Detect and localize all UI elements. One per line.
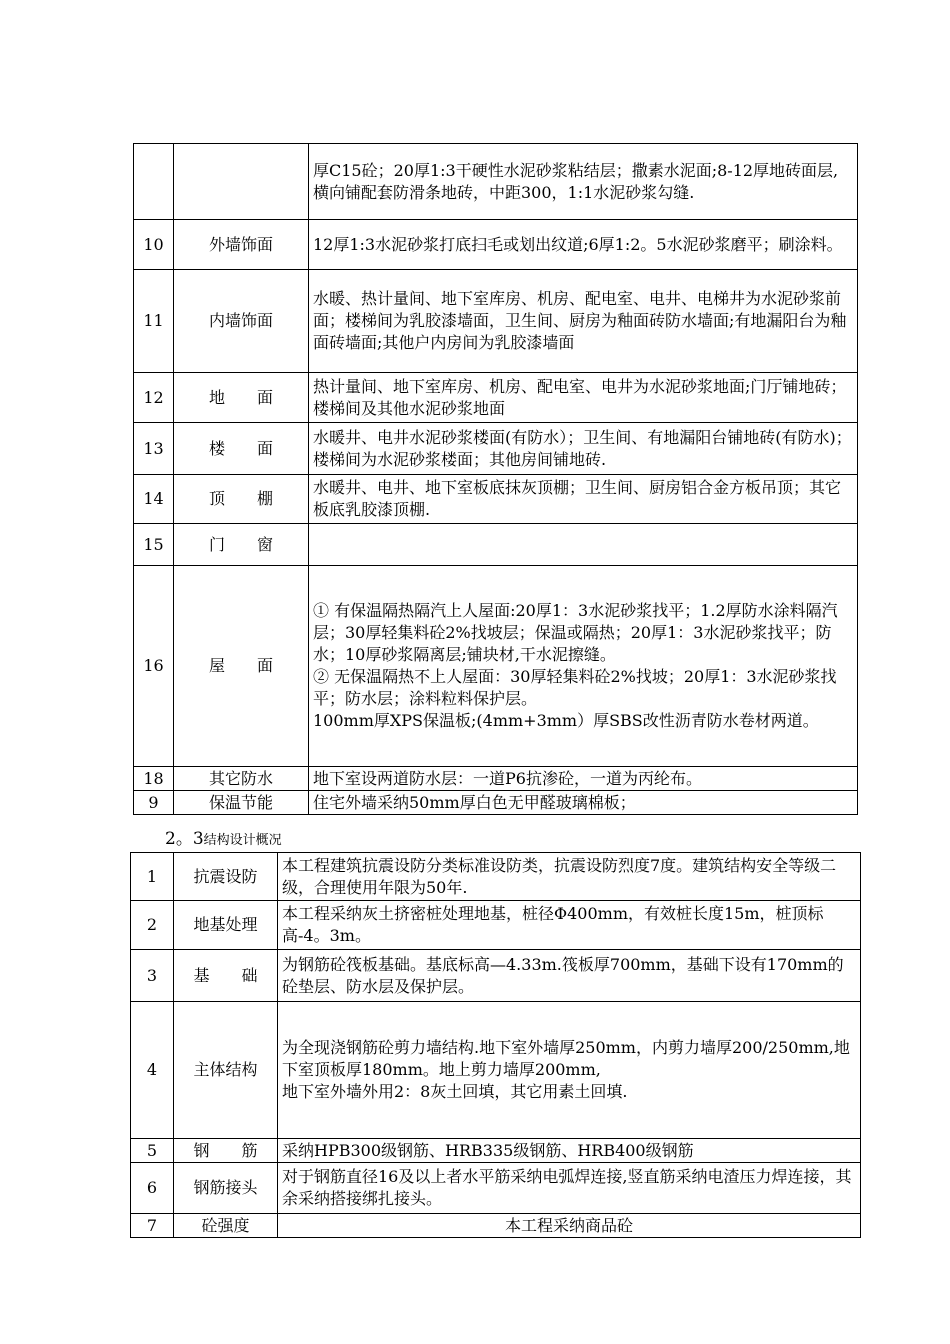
finishes-row xyxy=(134,767,858,791)
row-item-name: 屋 面 xyxy=(174,566,309,767)
row-description xyxy=(278,853,861,901)
row-number: 13 xyxy=(134,423,174,475)
description-paragraph: 采纳HPB300级钢筋、HRB335级钢筋、HRB400级钢筋 xyxy=(282,1140,694,1160)
description-paragraph: 对于钢筋直径16及以上者水平筋采纳电弧焊连接,竖直筋采纳电渣压力焊连接，其余采纳搭接绑扎接头。 xyxy=(282,1167,852,1208)
description-paragraph: 本工程建筑抗震设防分类标准设防类，抗震设防烈度7度。建筑结构安全等级二级，合理使用年限为50年. xyxy=(282,855,837,897)
row-description xyxy=(309,423,858,475)
description-paragraph: 本工程采纳灰土挤密桩处理地基，桩径Φ400mm，有效桩长度15m，桩顶标高-4。3m。 xyxy=(282,904,824,945)
finishes-row xyxy=(134,373,858,423)
row-item-name: 主体结构 xyxy=(174,1002,278,1139)
row-number: 4 xyxy=(131,1002,174,1139)
description-paragraph: 水暖井、电井、地下室板底抹灰顶棚；卫生间、厨房铝合金方板吊顶；其它板底乳胶漆顶棚. xyxy=(313,478,842,519)
finishes-row xyxy=(134,423,858,475)
finishes-row xyxy=(134,475,858,524)
row-number: 2 xyxy=(131,901,174,950)
row-number: 6 xyxy=(131,1163,174,1214)
description-paragraph: ① 有保温隔热隔汽上人屋面:20厚1：3水泥砂浆找平；1.2厚防水涂料隔汽层；30厚轻集料砼2%找坡层；保温或隔热；20厚1：3水泥砂浆找平；防水；10厚砂浆隔离层;铺块材,干水泥擦缝。 xyxy=(313,601,838,664)
row-item-name: 抗震设防 xyxy=(174,853,278,901)
row-item-name xyxy=(174,144,309,220)
finishes-table xyxy=(133,143,858,815)
row-description xyxy=(309,373,858,423)
row-item-name: 内墙饰面 xyxy=(174,270,309,373)
row-number: 12 xyxy=(134,373,174,423)
structure-row xyxy=(131,1139,861,1163)
row-item-name: 外墙饰面 xyxy=(174,220,309,270)
row-description xyxy=(309,475,858,524)
row-number xyxy=(134,144,174,220)
row-description xyxy=(278,1139,861,1163)
row-description xyxy=(309,220,858,270)
row-item-name: 钢筋接头 xyxy=(174,1163,278,1214)
description-paragraph: 地下室外墙外用2：8灰土回填，其它用素土回填. xyxy=(282,1082,628,1101)
description-paragraph: 水暖井、电井水泥砂浆楼面(有防水）；卫生间、有地漏阳台铺地砖(有防水)；楼梯间为水泥砂浆楼面；其他房间铺地砖. xyxy=(313,427,852,469)
structure-row xyxy=(131,853,861,901)
description-paragraph: 地下室设两道防水层：一道P6抗渗砼，一道为丙纶布。 xyxy=(313,768,702,788)
row-number: 18 xyxy=(134,767,174,791)
row-item-name: 地 面 xyxy=(174,373,309,423)
row-description xyxy=(278,1163,861,1214)
row-description xyxy=(309,791,858,815)
row-description xyxy=(309,270,858,373)
description-paragraph: 热计量间、地下室库房、机房、配电室、电井为水泥砂浆地面;门厅铺地砖；楼梯间及其他水泥砂浆地面 xyxy=(313,376,847,418)
description-paragraph: 100mm厚XPS保温板;(4mm+3mm）厚SBS改性沥青防水卷材两道。 xyxy=(313,711,819,730)
structure-row xyxy=(131,901,861,950)
finishes-table-body xyxy=(134,144,858,815)
row-item-name: 地基处理 xyxy=(174,901,278,950)
row-item-name: 门 窗 xyxy=(174,524,309,566)
row-item-name: 基 础 xyxy=(174,950,278,1002)
structure-row xyxy=(131,1214,861,1238)
structure-row xyxy=(131,950,861,1002)
row-description xyxy=(278,901,861,950)
description-paragraph: 厚C15砼；20厚1:3干硬性水泥砂浆粘结层；撒素水泥面;8-12厚地砖面层,横向铺配套防滑条地砖，中距300，1:1水泥砂浆勾缝. xyxy=(313,160,839,202)
row-item-name: 钢 筋 xyxy=(174,1139,278,1163)
row-number: 11 xyxy=(134,270,174,373)
row-item-name: 顶 棚 xyxy=(174,475,309,524)
row-number: 15 xyxy=(134,524,174,566)
row-number: 14 xyxy=(134,475,174,524)
row-item-name: 楼 面 xyxy=(174,423,309,475)
row-description xyxy=(309,767,858,791)
structure-row xyxy=(131,1002,861,1139)
finishes-row xyxy=(134,270,858,373)
row-number: 7 xyxy=(131,1214,174,1238)
description-paragraph: 为全现浇钢筋砼剪力墙结构.地下室外墙厚250mm，内剪力墙厚200/250mm,地下室顶板厚180mm。地上剪力墙厚200mm, xyxy=(282,1038,850,1079)
finishes-row xyxy=(134,144,858,220)
row-description xyxy=(309,144,858,220)
finishes-row xyxy=(134,566,858,767)
finishes-row xyxy=(134,524,858,566)
row-description xyxy=(309,524,858,566)
row-description xyxy=(278,1002,861,1139)
row-item-name: 其它防水 xyxy=(174,767,309,791)
finishes-row xyxy=(134,220,858,270)
section-heading xyxy=(165,828,282,852)
structure-table xyxy=(130,852,861,1238)
description-paragraph: 本工程采纳商品砼 xyxy=(504,1215,633,1235)
description-paragraph: 为钢筋砼筏板基础。基底标高—4.33m.筏板厚700mm，基础下设有170mm的砼垫层、防水层及保护层。 xyxy=(282,954,844,996)
row-number: 3 xyxy=(131,950,174,1002)
row-description xyxy=(278,1214,861,1238)
row-number: 10 xyxy=(134,220,174,270)
description-paragraph: ② 无保温隔热不上人屋面：30厚轻集料砼2%找坡；20厚1：3水泥砂浆找平；防水层；涂料粒料保护层。 xyxy=(313,667,837,708)
row-item-name: 砼强度 xyxy=(174,1214,278,1238)
row-number: 9 xyxy=(134,791,174,815)
row-number: 16 xyxy=(134,566,174,767)
section-title: 结构设计概况 xyxy=(203,833,282,848)
structure-table-body xyxy=(131,853,861,1238)
description-paragraph: 12厚1:3水泥砂浆打底扫毛或划出纹道;6厚1:2。5水泥砂浆磨平；刷涂料。 xyxy=(313,234,843,254)
description-paragraph: 住宅外墙采纳50mm厚白色无甲醛玻璃棉板； xyxy=(313,792,636,812)
finishes-row xyxy=(134,791,858,815)
structure-row xyxy=(131,1163,861,1214)
row-item-name: 保温节能 xyxy=(174,791,309,815)
description-paragraph: 水暖、热计量间、地下室库房、机房、配电室、电井、电梯井为水泥砂浆前面；楼梯间为乳胶漆墙面，卫生间、厨房为釉面砖防水墙面;有地漏阳台为釉面砖墙面;其他户内房间为乳胶漆墙面 xyxy=(313,289,847,352)
section-number: 2。3 xyxy=(165,829,204,849)
row-description xyxy=(278,950,861,1002)
row-number: 5 xyxy=(131,1139,174,1163)
row-number: 1 xyxy=(131,853,174,901)
row-description xyxy=(309,566,858,767)
